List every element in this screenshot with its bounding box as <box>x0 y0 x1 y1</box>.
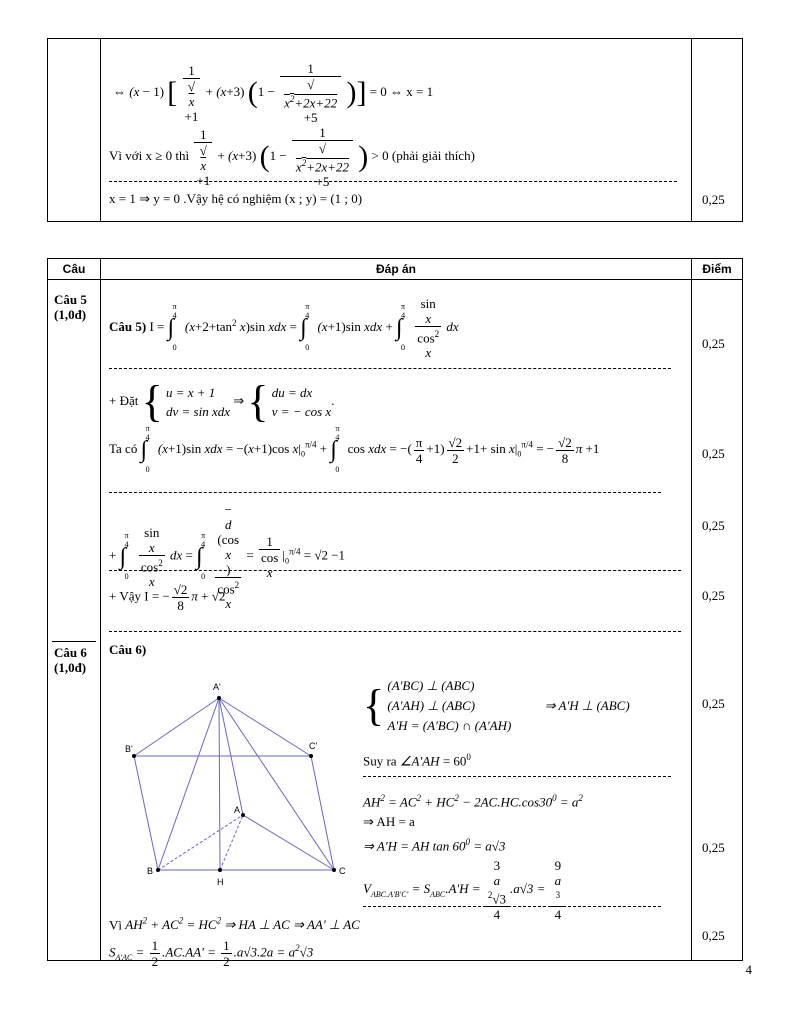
point-h <box>218 868 222 872</box>
q5-title: Câu 5) <box>109 319 147 335</box>
point-a <box>241 813 245 817</box>
q5-score-4: 0,25 <box>702 588 725 603</box>
divider <box>109 631 681 632</box>
q-separator <box>52 641 96 642</box>
answer-table <box>47 258 743 969</box>
q6-title: Câu 6) <box>109 642 147 657</box>
q6-ah-calc: $AH^2 = AC^2 + HC^2 - 2AC.HC.\cos 30^0 = a^2$ ⇒ AH = a ⇒ A'H = AH $\tan 60^0 = a√3$ <box>363 793 583 854</box>
point-c <box>332 868 336 872</box>
q6-score-2: 0,25 <box>702 840 725 855</box>
prev-col-question <box>48 39 101 222</box>
q5-second-integral: + π 4 ∫ 0 sin x $\cos^2$ x dx = π 4 ∫ 0 − d (cos x ) $\cos^2$ x = 1 cos x $|_0^{\pi/4} = √2 -1$ <box>109 502 346 612</box>
label-h: H <box>217 877 224 887</box>
question-column <box>48 280 101 961</box>
label-a: A <box>234 805 241 815</box>
taco-label: Ta có <box>109 440 138 456</box>
q5-result: + Vậy I = − $\frac{√2}{8}$ π + √2 <box>109 582 226 613</box>
q5-score-1: 0,25 <box>702 336 725 351</box>
q6-score-1: 0,25 <box>702 696 725 711</box>
reason-suffix: (phải giải thích) <box>391 148 475 164</box>
divider <box>109 368 671 369</box>
i-equals: I = <box>149 319 165 335</box>
label-c: C <box>339 866 346 876</box>
q6-perp-line: Vì $AH^2 + AC^2 = HC^2$ ⇒ HA ⊥ AC ⇒ AA' ⊥ AC <box>109 916 360 933</box>
vay-label: + Vậy I = <box>109 588 160 604</box>
prev-score: 0,25 <box>702 192 725 207</box>
divider <box>109 492 661 493</box>
point-c-prime <box>309 754 313 758</box>
prev-conclusion: x = 1 ⇒ y = 0 .Vậy hệ có nghiệm (x ; y) = (1 ; 0) <box>109 191 363 206</box>
prev-reason-line: Vì với x ≥ 0 thì 1 √ x +1 + (x+3) (1 − 1 √ $x^2+2x+22$ +5 ) > 0 (phải giải thích) <box>109 125 475 190</box>
divider <box>109 570 681 571</box>
header-score: Điểm <box>692 259 743 280</box>
q6-score-3: 0,25 <box>702 928 725 943</box>
ah-equals: ⇒ AH = a <box>363 814 415 830</box>
page-number: 4 <box>745 962 752 977</box>
label-c-prime: C' <box>309 741 318 751</box>
suyra-label: Suy ra <box>363 753 397 769</box>
q6-system: { (A'BC) ⊥ (ABC) (A'AH) ⊥ (ABC) A'H = (A'BC) ∩ (A'AH) ⇒ A'H ⊥ (ABC) <box>363 678 630 733</box>
q6-suyra: Suy ra ∠A'AH = $60^0$ <box>363 752 471 769</box>
label-b: B <box>147 866 154 876</box>
prev-equation-line: ⇔ (x − 1) [ 1 √ x +1 + (x+3) (1 − 1 √ $x^2+2x+22$ +5 )] = 0 ⇔ x = 1 <box>113 61 434 126</box>
header-answer: Đáp án <box>101 259 692 280</box>
q5-substitution: + Đặt { u = x + 1 dv = sin xdx ⇒ { du = dx v = − cos x. <box>109 377 335 426</box>
label-b-prime: B' <box>125 744 133 754</box>
q5-integral-line: Câu 5) I = π 4 ∫ 0 ($x+2+\tan^2$ x)sin xdx = π 4 ∫ 0 (x+1)sin xdx + π 4 ∫ 0 sin x $\cos^2$ x dx <box>109 296 459 361</box>
prism-figure <box>121 680 371 890</box>
divider <box>363 776 671 777</box>
vi-label: Vì <box>109 917 122 933</box>
dat-label: + Đặt <box>109 392 139 408</box>
header-question: Câu <box>48 259 101 280</box>
label-a-prime: A' <box>213 682 221 692</box>
reason-prefix: Vì với x ≥ 0 thì <box>109 148 190 164</box>
prev-col-answer <box>101 39 692 222</box>
divider <box>363 906 661 907</box>
divider <box>109 181 677 182</box>
q6-label: Câu 6 (1,0đ) <box>54 645 87 675</box>
q6-volume: $V_{ABC.A'B'C'} = S_{ABC}.A'H$ = 3 a $^2$√3 4 .a√3 = 9 a $^3$ 4 <box>363 858 567 922</box>
answer-column <box>101 280 692 969</box>
q5-score-2: 0,25 <box>702 446 725 461</box>
prev-answer-table <box>47 38 743 222</box>
q6-area-line: $S_{A'AC}$ = $\frac{1}{2}$ .AC.AA' = $\frac{1}{2}$ $.a√3.2a = a^2√3$ <box>109 938 314 969</box>
q5-score-3: 0,25 <box>702 518 725 533</box>
prev-col-score <box>692 39 743 222</box>
point-b <box>156 868 160 872</box>
point-b-prime <box>132 754 136 758</box>
q5-label: Câu 5 (1,0đ) <box>54 292 87 322</box>
point-a-prime <box>217 696 221 700</box>
q5-parts-line: Ta có π 4 ∫ 0 (x+1)sin xdx = −(x+1)cos $x|_0^{\pi/4}$ + π 4 ∫ 0 cos xdx = −( $\frac{\pi}{4}$ +1) $\frac{√2}{2}$ $+1+ \sin x|_0^{\pi/4}$ = − $\frac{√2}{8}$ π +1 <box>109 424 600 474</box>
score-column <box>692 280 743 961</box>
